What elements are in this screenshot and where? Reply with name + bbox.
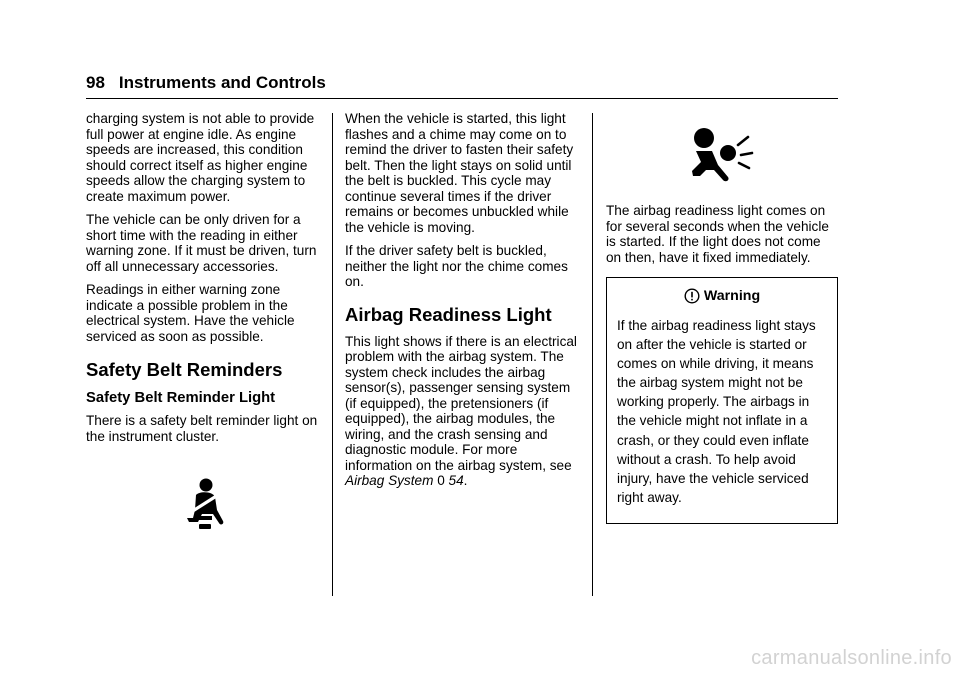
- subsection-heading-safety-belt-reminder-light: Safety Belt Reminder Light: [86, 390, 276, 406]
- page-header: [86, 72, 838, 98]
- column-1: [86, 111, 322, 530]
- header-rule: [86, 98, 838, 99]
- warning-text: If the airbag readiness light stays on after the vehicle is started or comes on while driving, it means the airbag system might not be working properly. The airbags in the vehicle might not inflate in a crash, or they could even inflate without a crash. To help avoid injury, have the vehicle serviced right away.: [617, 318, 816, 505]
- xref-airbag-system-link[interactable]: Airbag System: [345, 473, 434, 488]
- paragraph: When the vehicle is started, this light flashes and a chime may come on to remind the driver to fasten their safety belt. Then the light stays on solid until the belt is buckled. This cycle may continue several times if the driver remains or becomes unbuckled while the vehicle is moving.: [345, 111, 574, 235]
- paragraph: The airbag readiness light comes on for several seconds when the vehicle is started. If the light does not come on then, have it fixed immediately.: [606, 203, 829, 265]
- column-divider-2: [592, 113, 593, 596]
- column-divider-1: [332, 113, 333, 596]
- paragraph-with-xref: This light shows if there is an electrical problem with the airbag system. The system check includes the airbag sensor(s), passenger sensing system (if equipped), the pretensioners (if equipped), the airbag modules, the wiring, and the crash sensing and diagnostic module. For more information on the airbag system, see Airbag System 0 54.: [345, 333, 577, 488]
- paragraph: The vehicle can be only driven for a short time with the reading in either warning zone. If it must be driven, turn off all unnecessary accessories.: [86, 212, 317, 274]
- section-heading-safety-belt-reminders: Safety Belt Reminders: [86, 359, 283, 380]
- watermark: carmanualsonline.info: [751, 647, 952, 669]
- paragraph: Readings in either warning zone indicate a possible problem in the electrical system. Have the vehicle serviced as soon as possible.: [86, 282, 295, 344]
- seatbelt-icon-container: [86, 478, 322, 530]
- warning-icon: [684, 288, 700, 304]
- section-heading-airbag-readiness-light: Airbag Readiness Light: [345, 303, 552, 325]
- seatbelt-reminder-icon: [180, 478, 228, 530]
- airbag-icon-container: [606, 127, 838, 183]
- warning-box: [606, 277, 838, 524]
- xref-page: 54: [448, 473, 464, 488]
- column-3: [606, 111, 838, 524]
- airbag-readiness-icon: [690, 127, 754, 183]
- page-title: Instruments and Controls: [118, 73, 326, 92]
- paragraph: charging system is not able to provide full power at engine idle. As engine speeds are increased, this condition should correct itself as higher engine speeds allow the charging system to create maximum power.: [86, 111, 315, 204]
- page-number: 98: [86, 73, 105, 92]
- xref-arrow-icon: 0: [437, 473, 445, 488]
- paragraph: If the driver safety belt is buckled, neither the light nor the chime comes on.: [345, 243, 568, 289]
- warning-title: Warning: [617, 286, 827, 306]
- paragraph: There is a safety belt reminder light on the instrument cluster.: [86, 413, 318, 444]
- column-2: [345, 111, 581, 497]
